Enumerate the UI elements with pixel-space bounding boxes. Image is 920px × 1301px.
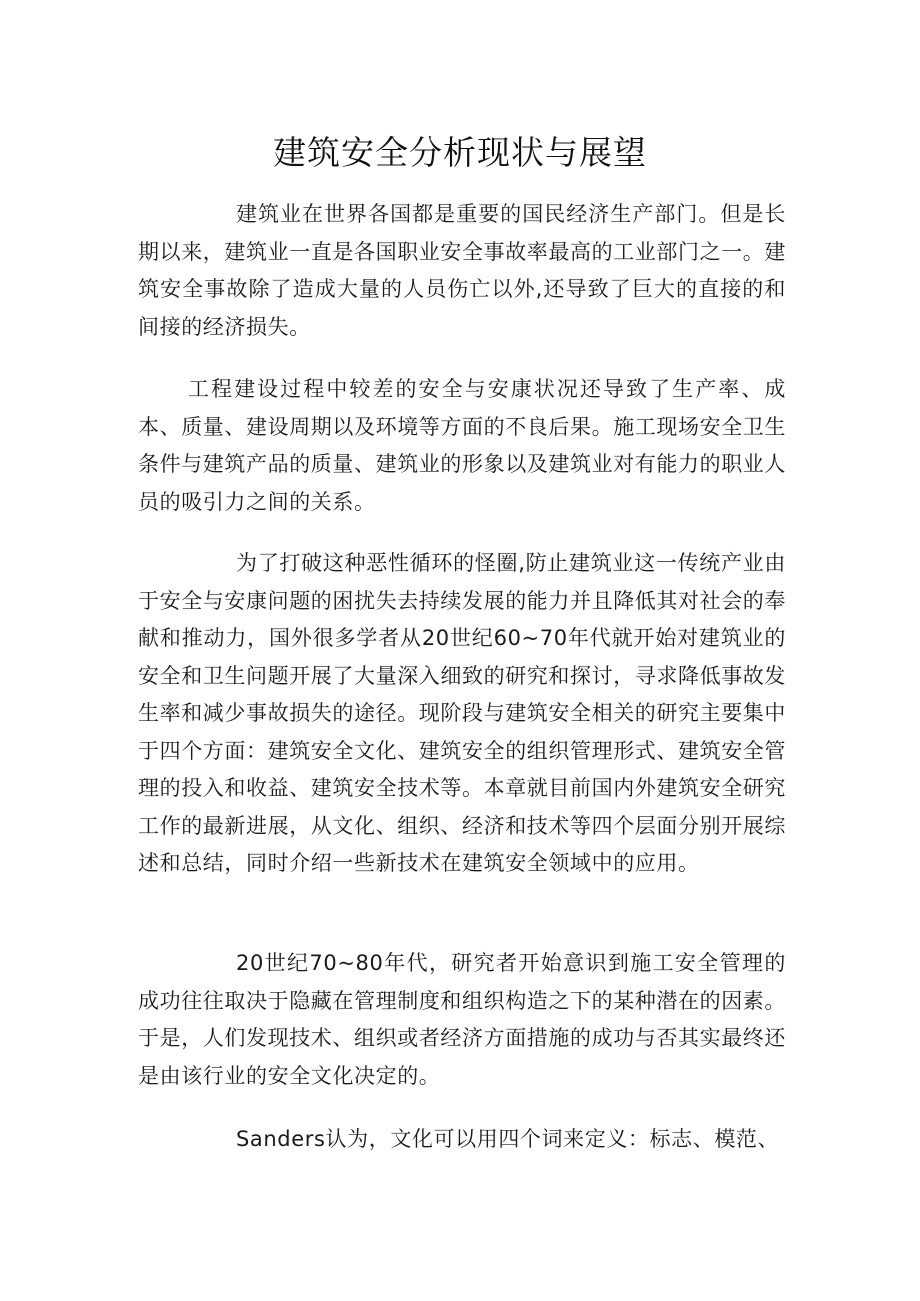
paragraph-3: 为了打破这种恶性循环的怪圈,防止建筑业这一传统产业由于安全与安康问题的困扰失去持续发展的能力并且降低其对社会的奉献和推动力，国外很多学者从20世纪60~70年代就开始对建筑业的安全和卫生问题开展了大量深入细致的研究和探讨，寻求降低事故发生率和减少事故损失的途径。现阶段与建筑安全相关的研究主要集中于四个方面：建筑安全文化、建筑安全的组织管理形式、建筑安全管理的投入和收益、建筑安全技术等。本章就目前国内外建筑安全研究工作的最新进展，从文化、组织、经济和技术等四个层面分别开展综述和总结，同时介绍一些新技术在建筑安全领域中的应用。 bbox=[138, 551, 786, 875]
paragraph-5: Sanders认为，文化可以用四个词来定义：标志、模范、 bbox=[236, 1127, 780, 1151]
paragraph-2: 工程建设过程中较差的安全与安康状况还导致了生产率、成本、质量、建设周期以及环境等方面的不良后果。施工现场安全卫生条件与建筑产品的质量、建筑业的形象以及建筑业对有能力的职业人员的吸引力之间的关系。 bbox=[138, 377, 786, 514]
paragraph-4: 20世纪70~80年代，研究者开始意识到施工安全管理的成功往往取决于隐藏在管理制度和组织构造之下的某种潜在的因素。于是，人们发现技术、组织或者经济方面措施的成功与否其实最终还是由该行业的安全文化决定的。 bbox=[138, 951, 786, 1088]
document-title: 建筑安全分析现状与展望 bbox=[273, 133, 647, 172]
paragraph-1: 建筑业在世界各国都是重要的国民经济生产部门。但是长期以来，建筑业一直是各国职业安全事故率最高的工业部门之一。建筑安全事故除了造成大量的人员伤亡以外,还导致了巨大的直接的和间接的经济损失。 bbox=[138, 202, 786, 339]
